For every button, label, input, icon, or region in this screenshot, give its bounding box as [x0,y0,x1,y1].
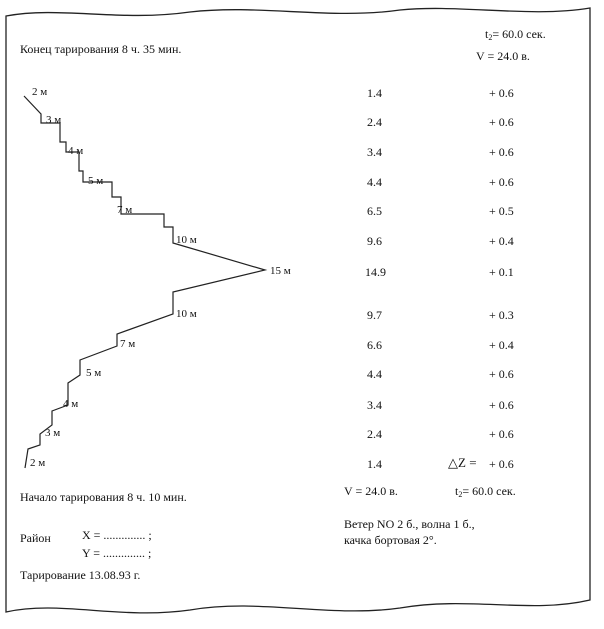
end-calibration-text: Конец тарирования 8 ч. 35 мин. [20,42,182,56]
depth-value: 3.4 [367,398,382,412]
level-label: 4 м [68,145,84,157]
level-label: 3 м [45,427,61,439]
weather-line-2: качка бортовая 2°. [344,533,437,547]
level-label: 5 м [88,175,104,187]
depth-value: 6.6 [367,338,382,352]
t-value: = 60.0 сек. [462,484,516,498]
delta-z-label: △Z = [448,455,477,470]
x-coordinate-line: X = .............. ; [82,528,152,542]
t2-footer [455,484,516,502]
level-label: 7 м [117,204,133,216]
t-subscript: 2 [458,490,463,499]
correction-value: + 0.6 [489,175,514,189]
correction-value: + 0.6 [489,398,514,412]
t-subscript: 2 [488,33,493,42]
y-coordinate-line: Y = .............. ; [82,546,152,560]
depth-value: 1.4 [367,86,382,100]
correction-value: + 0.6 [489,427,514,441]
depth-value: 2.4 [367,427,382,441]
t-symbol: t [485,27,489,41]
depth-value: 1.4 [367,457,382,471]
correction-value: + 0.4 [489,338,514,352]
correction-value: + 0.4 [489,234,514,248]
correction-value: + 0.1 [489,265,514,279]
depth-value: 6.5 [367,204,382,218]
v-footer: V = 24.0 в. [344,484,398,498]
t-symbol: t [455,484,459,498]
depth-value: 4.4 [367,175,382,189]
correction-value: + 0.6 [489,367,514,381]
start-calibration-text: Начало тарирования 8 ч. 10 мин. [20,490,187,504]
t2-header [485,27,546,45]
level-label: 15 м [270,265,291,277]
correction-value: + 0.6 [489,115,514,129]
level-label: 10 м [176,308,197,320]
level-label: 4 м [63,398,79,410]
t-value: = 60.0 сек. [492,27,546,41]
level-label: 7 м [120,338,136,350]
correction-value: + 0.6 [489,86,514,100]
level-label: 5 м [86,367,102,379]
depth-value: 2.4 [367,115,382,129]
level-label: 2 м [30,457,46,469]
depth-value: 4.4 [367,367,382,381]
correction-value: + 0.6 [489,145,514,159]
level-label: 10 м [176,234,197,246]
depth-value: 14.9 [365,265,386,279]
correction-value: + 0.3 [489,308,514,322]
calibration-date: Тарирование 13.08.93 г. [20,568,141,582]
depth-value: 9.6 [367,234,382,248]
weather-line-1: Ветер NO 2 б., волна 1 б., [344,517,475,531]
v-header: V = 24.0 в. [476,49,530,63]
level-label: 3 м [46,114,62,126]
level-label: 2 м [32,86,48,98]
depth-value: 3.4 [367,145,382,159]
correction-value: + 0.6 [489,457,514,471]
depth-value: 9.7 [367,308,382,322]
correction-value: + 0.5 [489,204,514,218]
area-label: Район [20,531,51,545]
